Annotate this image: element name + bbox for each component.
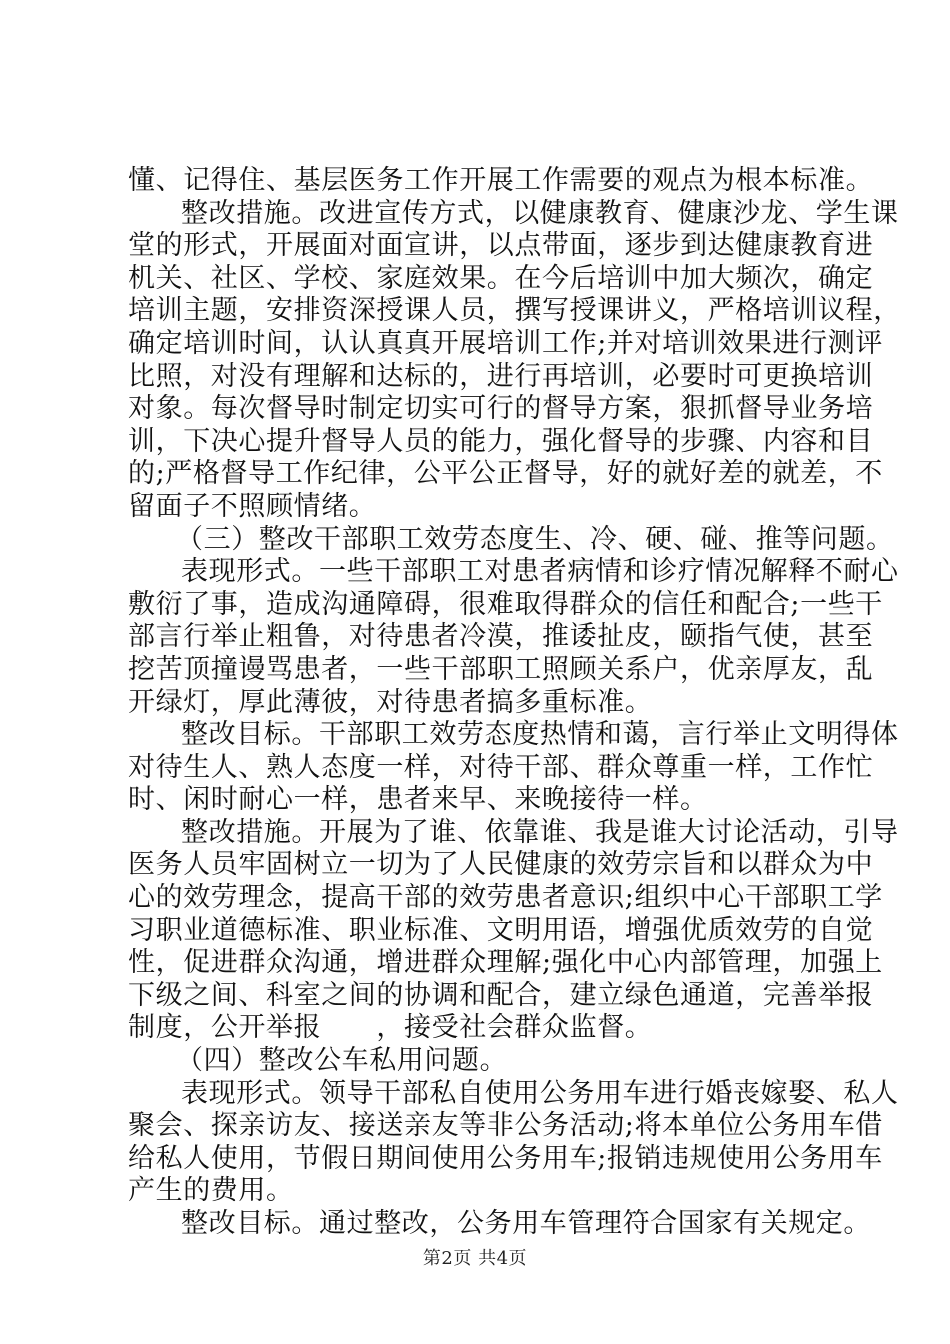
paragraph-line: 敷衍了事，造成沟通障碍，很难取得群众的信任和配合;一些干: [128, 588, 883, 620]
paragraph-line: 对象。每次督导时制定切实可行的督导方案，狠抓督导业务培: [128, 393, 874, 425]
paragraph-line: 性，促进群众沟通，增进群众理解;强化中心内部管理，加强上: [128, 947, 883, 979]
paragraph-line: 医务人员牢固树立一切为了人民健康的效劳宗旨和以群众为中: [128, 849, 874, 881]
paragraph-line: 时、闲时耐心一样，患者来早、来晚接待一样。: [128, 784, 708, 816]
paragraph-line: 产生的费用。: [128, 1175, 294, 1207]
paragraph-line: 机关、社区、学校、家庭效果。在今后培训中加大频次，确定: [128, 262, 874, 294]
paragraph-line: 部言行举止粗鲁，对待患者冷漠，推诿扯皮，颐指气使，甚至: [128, 621, 874, 653]
paragraph-line: 确定培训时间，认认真真开展培训工作;并对培训效果进行测评: [128, 327, 883, 359]
paragraph-line: 懂、记得住、基层医务工作开展工作需要的观点为根本标准。: [128, 165, 874, 196]
paragraph-line: 心的效劳理念，提高干部的效劳患者意识;组织中心干部职工学: [128, 882, 883, 914]
paragraph-line: 培训主题，安排资深授课人员，撰写授课讲义，严格培训议程，: [128, 295, 901, 327]
paragraph-line: 挖苦顶撞谩骂患者，一些干部职工照顾关系户，优亲厚友，乱: [128, 653, 874, 685]
paragraph-line: 给私人使用，节假日期间使用公务用车;报销违规使用公务用车: [128, 1142, 883, 1174]
paragraph-line: 整改措施。改进宣传方式，以健康教育、健康沙龙、学生课: [181, 197, 899, 229]
paragraph-line: 表现形式。一些干部职工对患者病情和诊疗情况解释不耐心: [181, 556, 899, 588]
page-number: 第2页 共4页: [422, 1248, 528, 1269]
document-body: [128, 165, 901, 1241]
paragraph-line: 聚会、探亲访友、接送亲友等非公务活动;将本单位公务用车借: [128, 1110, 883, 1142]
paragraph-line: 对待生人、熟人态度一样，对待干部、群众尊重一样，工作忙: [128, 751, 874, 783]
paragraph-line: 的;严格督导工作纪律，公平公正督导，好的就好差的就差，不: [128, 458, 883, 490]
paragraph-line: 习职业道德标准、职业标准、文明用语，增强优质效劳的自觉: [128, 914, 874, 946]
paragraph-line: 制度，公开举报 ，接受社会群众监督。: [128, 1012, 653, 1044]
paragraph-line: 表现形式。领导干部私自使用公务用车进行婚丧嫁娶、私人: [181, 1077, 899, 1109]
paragraph-line: 留面子不照顾情绪。: [128, 490, 377, 522]
paragraph-line: 开绿灯，厚此薄彼，对待患者搞多重标准。: [128, 686, 653, 718]
paragraph-line: 整改目标。通过整改，公务用车管理符合国家有关规定。: [181, 1208, 871, 1239]
paragraph-line: 堂的形式，开展面对面宣讲，以点带面，逐步到达健康教育进: [128, 230, 874, 262]
paragraph-line: 下级之间、科室之间的协调和配合，建立绿色通道，完善举报: [128, 979, 874, 1011]
section-heading: （四）整改公车私用问题。: [176, 1045, 508, 1077]
paragraph-line: 训，下决心提升督导人员的能力，强化督导的步骤、内容和目: [128, 425, 874, 457]
paragraph-line: 整改措施。开展为了谁、依靠谁、我是谁大讨论活动，引导: [181, 816, 899, 848]
paragraph-line: 比照，对没有理解和达标的，进行再培训，必要时可更换培训: [128, 360, 874, 392]
paragraph-line: 整改目标。干部职工效劳态度热情和蔼，言行举止文明得体: [181, 719, 899, 751]
section-heading: （三）整改干部职工效劳态度生、冷、硬、碰、推等问题。: [176, 523, 894, 555]
